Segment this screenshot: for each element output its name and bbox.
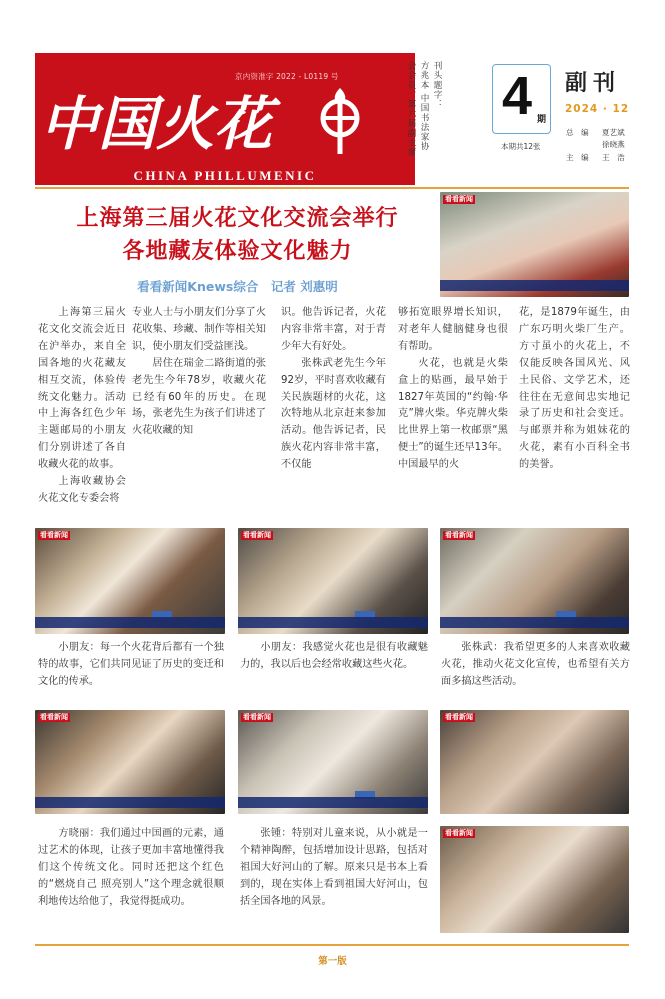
news-logo: 看看新闻 bbox=[445, 830, 473, 837]
photo-caption: 张株武：我希望更多的人来喜欢收藏火花，推动火花文化宣传，也希望有关方面多搞这些活动。 bbox=[441, 642, 630, 687]
paragraph: 上海收藏协会火花文化专委会将 bbox=[38, 476, 126, 504]
headline-subline: 各地藏友体验文化魅力 bbox=[122, 239, 353, 264]
news-logo: 看看新闻 bbox=[40, 714, 68, 721]
caption-bar bbox=[440, 617, 629, 628]
news-logo: 看看新闻 bbox=[445, 714, 473, 721]
masthead-logo bbox=[40, 84, 310, 156]
registration-number: 京内资准字 2022 - L0119 号 bbox=[235, 72, 339, 81]
news-photo bbox=[440, 192, 629, 297]
paragraph: 够拓宽眼界增长知识，对老年人健脑健身也很有帮助。 bbox=[398, 307, 508, 352]
paragraph: 花，是1879年诞生，由广东巧明火柴厂生产。方寸虽小的火花上，不仅能反映各国风光、风土民俗、文学艺术，还往往在无意间忠实地记录了历史和社会变迁。与邮票并称为姐妹花的火花，素有小百科全书的美誉。 bbox=[519, 307, 630, 471]
caption-bar bbox=[238, 797, 428, 808]
staff-name: 夏艺斌 bbox=[602, 128, 625, 137]
news-photo bbox=[35, 528, 225, 634]
paragraph: 火花，也就是火柴盒上的贴画，最早始于1827年英国的“约翰·华克”牌火柴。华克牌火柴比世界上第一枚邮票“黑便士”的诞生还早13年。中国最早的火 bbox=[398, 357, 508, 471]
paragraph: 张株武老先生今年92岁，平时喜欢收藏有关民族题材的火花，这次特地从北京赶来参加活动。他告诉记者，民族火花内容非常丰富，不仅能 bbox=[281, 357, 386, 471]
issue-number: 4 bbox=[501, 66, 533, 126]
caption-bar bbox=[440, 280, 629, 291]
article-column-3 bbox=[281, 305, 386, 474]
photo-caption: 小朋友：每一个火花背后都有一个独特的故事，它们共同见证了历史的变迁和文化的传承。 bbox=[38, 642, 224, 687]
paragraph: 居住在瑞金二路街道的张老先生今年78岁，收藏火花已经有60年的历史。在现场，张老先生为孩子们讲述了火花收藏的知 bbox=[132, 357, 266, 437]
news-photo bbox=[440, 710, 629, 814]
issue-date: 2024 · 12 bbox=[565, 103, 630, 115]
article-column-4 bbox=[398, 305, 508, 474]
news-logo: 看看新闻 bbox=[243, 532, 271, 539]
credit-line-2: 方兆本 中国书法家协 bbox=[419, 61, 429, 152]
credit-line-3: 会会员、第六届副主席 bbox=[406, 61, 416, 157]
page-number: 第一版 bbox=[318, 956, 347, 967]
staff-label: 主 编 bbox=[566, 153, 589, 162]
footer-divider bbox=[35, 944, 629, 946]
caption-bar bbox=[35, 797, 225, 808]
issue-total: 本期共12张 bbox=[501, 142, 541, 151]
flame-emblem-icon bbox=[318, 88, 362, 156]
caption-bar bbox=[238, 617, 428, 628]
news-logo: 看看新闻 bbox=[445, 532, 473, 539]
news-logo: 看看新闻 bbox=[445, 196, 473, 203]
issue-unit: 期 bbox=[537, 115, 547, 125]
news-photo bbox=[35, 710, 225, 814]
supplement-title: 副刊 bbox=[565, 71, 622, 96]
header-divider bbox=[35, 187, 629, 189]
masthead-title: 中国火花 bbox=[40, 90, 273, 156]
staff-name: 王 浩 bbox=[602, 153, 625, 162]
article-column-5 bbox=[519, 305, 630, 474]
photo-caption: 方晓丽：我们通过中国画的元素，通过艺术的体现，让孩子更加丰富地懂得我们这个传统文化。同时还把这个红色的“燃烧自己 照亮别人”这个理念就很顺利地传达给他了，我觉得挺成功。 bbox=[38, 828, 224, 907]
byline: 看看新闻Knews综合 记者 刘惠明 bbox=[137, 279, 338, 294]
article-column-2 bbox=[132, 305, 266, 440]
news-photo bbox=[440, 528, 629, 634]
photo-caption: 张锺：特别对儿童来说，从小就是一个精神陶醉，包括增加设计思路，包括对祖国大好河山的了解。原来只是书本上看到的，现在实体上看到祖国大好河山，包括全国各地的风景。 bbox=[240, 828, 428, 907]
news-photo bbox=[440, 826, 629, 933]
news-photo bbox=[238, 710, 428, 814]
paragraph: 识。他告诉记者，火花内容非常丰富，对于青少年大有好处。 bbox=[281, 307, 386, 352]
masthead-subtitle: CHINA PHILLUMENIC bbox=[133, 168, 317, 183]
caption-bar bbox=[35, 617, 225, 628]
news-logo: 看看新闻 bbox=[40, 532, 68, 539]
credit-line-1: 刊头题字： bbox=[432, 61, 442, 109]
staff-name: 徐晓燕 bbox=[602, 140, 625, 149]
news-photo bbox=[238, 528, 428, 634]
paragraph: 上海第三届火花文化交流会近日在沪举办，来自全国各地的火花藏友相互交流，体验传统文化魅力。活动中上海各红色少年主题邮局的小朋友们分别讲述了各自收藏火花的故事。 bbox=[38, 307, 126, 471]
paragraph: 专业人士与小朋友们分享了火花收集、珍藏、制作等相关知识，使小朋友们受益匪浅。 bbox=[132, 307, 266, 352]
staff-label: 总 编 bbox=[566, 128, 589, 137]
article-column-1 bbox=[38, 305, 126, 508]
photo-caption: 小朋友：我感觉火花也是很有收藏魅力的，我以后也会经常收藏这些火花。 bbox=[240, 642, 428, 670]
headline: 上海第三届火花文化交流会举行 bbox=[76, 206, 399, 231]
news-logo: 看看新闻 bbox=[243, 714, 271, 721]
